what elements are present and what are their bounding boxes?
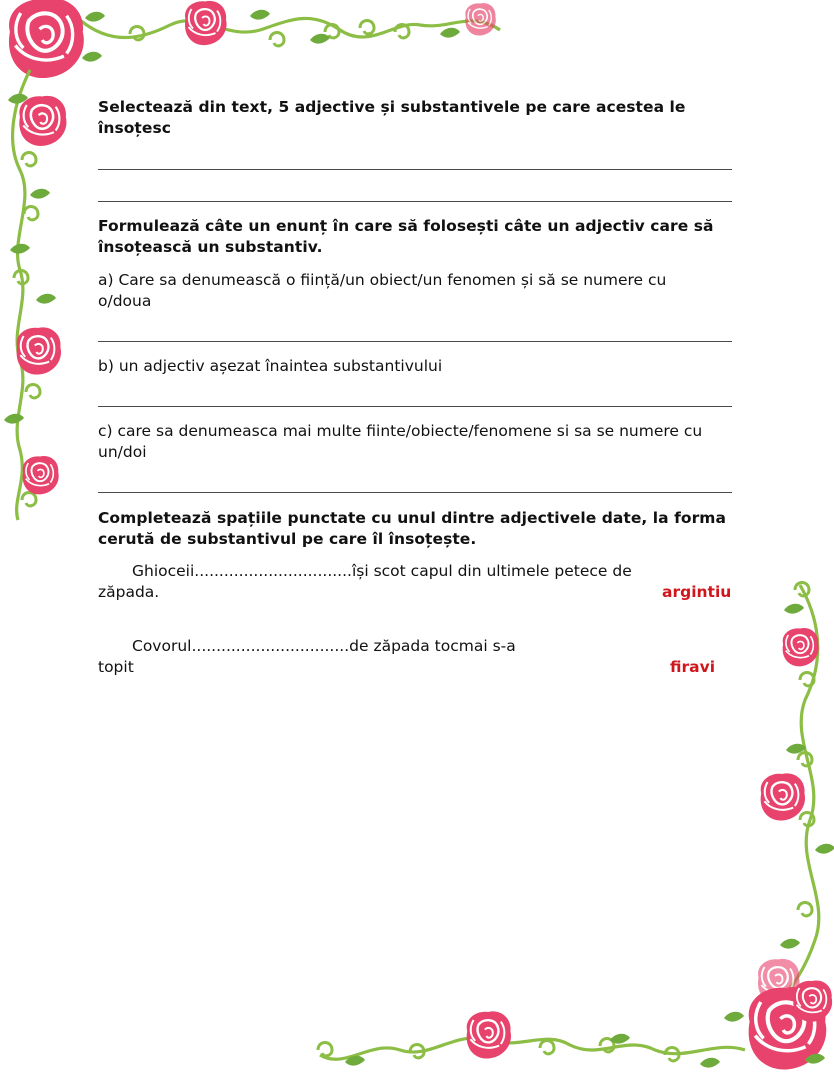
sentence2-blank[interactable]: ................................ [191,637,350,655]
hint-word-2: firavi [670,658,716,676]
rose-left-2 [17,327,61,374]
sentence1-start: Ghioceii [132,562,195,580]
answer-line-b[interactable] [98,406,732,407]
rose-top-mid [185,1,227,45]
section2-heading: Formulează câte un enunț în care să folosești câte un adjectiv care să însoțească un substantiv. [98,217,714,256]
sentence2-rest: de zăpada tocmai s-a [349,637,516,655]
rose-left-3 [23,456,59,494]
rose-top-left [9,0,84,78]
answer-line-a[interactable] [98,341,732,342]
sentence1-rest: își scot capul din ultimele petece de [351,562,632,580]
hint-word-1: argintiu [662,583,732,601]
section2-item-c: c) care sa denumeasca mai multe fiinte/obiecte/fenomene si sa se numere cu un/doi [98,422,703,461]
section2-item-b: b) un adjectiv așezat înaintea substantivului [98,357,443,375]
rose-bottom-right-light [758,959,800,1003]
answer-line-c[interactable] [98,492,732,493]
fill-sentence-1 [98,561,738,603]
sentence2-end: topit [98,658,134,676]
rose-right-2 [761,773,805,820]
rose-bottom-right-large [749,987,827,1070]
rose-right-1 [783,628,819,666]
vine-bottom [320,1038,745,1059]
answer-line-1[interactable] [98,169,732,170]
section1-heading: Selectează din text, 5 adjective și substantivele pe care acestea le însoțesc [98,98,686,137]
rose-left-1 [19,96,66,146]
vine-top [80,18,500,37]
vine-right [780,585,819,1000]
rose-top-right [465,3,496,35]
rose-bottom-mid [467,1011,511,1058]
sentence2-start: Covorul [132,637,192,655]
section3-heading: Completează spațiile punctate cu unul dintre adjectivele date, la forma cerută de substantivul pe care îl însoțește. [98,509,727,548]
section2-item-a: a) Care sa denumească o ființă/un obiect/un fenomen și să se numere cu o/doua [98,271,667,310]
fill-sentence-2 [98,636,738,678]
answer-line-2[interactable] [98,201,732,202]
rose-bottom-right-small [793,980,832,1021]
vine-left [13,70,30,520]
sentence1-end: zăpada. [98,583,160,601]
sentence1-blank[interactable]: ................................ [194,562,352,580]
